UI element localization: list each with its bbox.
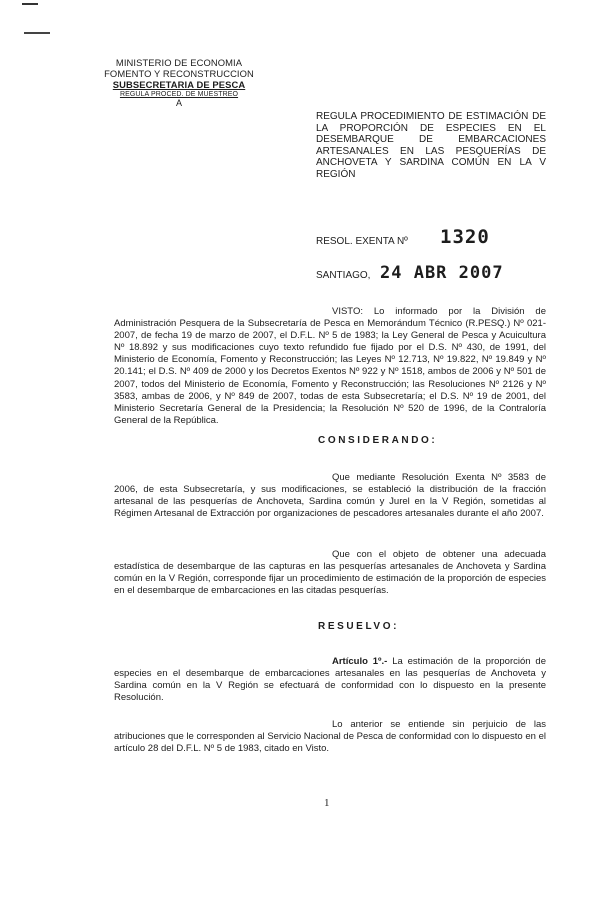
visto-paragraph [114, 306, 546, 427]
article-1-lead: Artículo 1º.- [332, 656, 388, 667]
visto-lead: VISTO: [332, 306, 363, 317]
ministry-line: FOMENTO Y RECONSTRUCCION [104, 68, 254, 79]
resolution-number: 1320 [440, 226, 490, 248]
page-number: 1 [324, 797, 330, 809]
article-1-text: La estimación de la proporción de especies en el desembarque de embarcaciones artesanales en las pesquerías de Anchoveta y Sardina común en la V Región se efectuará de conformidad con lo dispuesto en la presente Resolución. [114, 656, 546, 704]
stamp-mark: A [175, 98, 183, 108]
article-1-paragraph-2: Lo anterior se entiende sin perjuicio de las atribuciones que le corresponden al Servicio Nacional de Pesca de conformidad con lo dispuesto en el artículo 28 del D.F.L. Nº 5 de 1983, citado en Visto. [114, 719, 546, 755]
corner-mark [22, 3, 38, 5]
place-label: SANTIAGO, [316, 270, 371, 281]
ministry-line: MINISTERIO DE ECONOMIA [115, 57, 243, 68]
considerando-paragraph: Que con el objeto de obtener una adecuada estadística de desembarque de las capturas en las pesquerías artesanales de Anchoveta y Sardina común en la V Región, corresponde fijar un procedimiento de estimación de la proporción de especies en el desembarque de embarcaciones en las citadas pesquerías. [114, 549, 546, 597]
considerando-heading: CONSIDERANDO: [318, 435, 438, 446]
corner-mark [24, 32, 50, 34]
subsecretaria-line: SUBSECRETARIA DE PESCA [112, 79, 246, 90]
resolution-date: 24 ABR 2007 [380, 263, 504, 283]
reference-line: REGULA PROCED. DE MUESTREO [119, 91, 239, 98]
visto-text: Lo informado por la División de Administración Pesquera de la Subsecretaría de Pesca en Memorándum Técnico (R.PESQ.) Nº 021-2007, de fecha 19 de marzo de 2007, el D.F.L. Nº 5 de 1983; la Ley General de Pesca y Acuicultura Nº 18.892 y sus modificaciones cuyo texto refundido fue fijado por el D.S. Nº 430, de 1991, del Ministerio de Economía, Fomento y Reconstrucción; las Leyes Nº 12.713, Nº 19.822, Nº 19.849 y Nº 20.141; el D.S. Nº 409 de 2000 y los Decretos Exentos Nº 922 y Nº 1518, ambos de 2006 y Nº 501 de 2007, todos del Ministerio de Economía, Fomento y Reconstrucción; las Resoluciones Nº 2126 y Nº 3583, ambas de 2006, y Nº 849 de 2007, todas de esta Subsecretaría; el D.S. Nº 19 de 2001, del Ministerio Secretaría General de la Presidencia; la Resolución Nº 520 de 1996, de la Contraloría General de la República. [114, 306, 546, 426]
article-1-paragraph [114, 656, 546, 704]
resuelvo-heading: RESUELVO: [318, 621, 399, 632]
document-title: REGULA PROCEDIMIENTO DE ESTIMACIÓN DE LA PROPORCIÓN DE ESPECIES EN EL DESEMBARQUE DE EMBARCACIONES ARTESANALES EN LAS PESQUERÍAS DE ANCHOVETA Y SARDINA COMÚN EN LA V REGIÓN [316, 111, 546, 180]
letterhead [94, 57, 264, 108]
considerando-paragraph: Que mediante Resolución Exenta Nº 3583 de 2006, de esta Subsecretaría, y sus modificaciones, se estableció la distribución de la fracción artesanal de las pesquerías de Anchoveta, Sardina común y Jurel en la V Región, sometidas al Régimen Artesanal de Extracción por organizaciones de pescadores artesanales durante el año 2007. [114, 472, 546, 520]
resolution-label: RESOL. EXENTA Nº [316, 236, 408, 247]
